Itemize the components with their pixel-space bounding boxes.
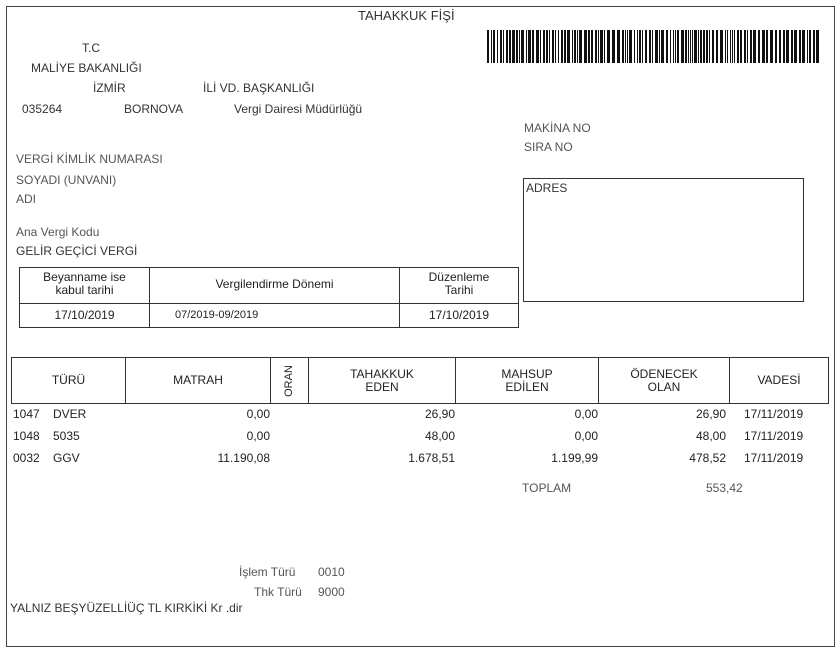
- thk-type-label: Thk Türü: [254, 585, 302, 599]
- machine-no-label: MAKİNA NO: [524, 121, 591, 135]
- table-row: [0, 429, 840, 447]
- row-payable: 26,90: [695, 407, 726, 421]
- row-due: 17/11/2019: [744, 451, 804, 465]
- total-label: TOPLAM: [522, 481, 572, 495]
- row-base: 11.190,08: [217, 451, 270, 465]
- name-label: ADI: [16, 192, 37, 206]
- due-header: VADESİ: [757, 373, 801, 387]
- office-type: Vergi Dairesi Müdürlüğü: [234, 102, 363, 116]
- rate-header: ORAN: [283, 364, 295, 397]
- document-title: TAHAKKUK FİŞİ: [358, 8, 455, 23]
- row-code: 1048: [13, 429, 40, 443]
- row-offset: 0,00: [574, 429, 598, 443]
- issue-date-header: Düzenleme Tarihi: [428, 270, 490, 297]
- acceptance-date-value: 17/10/2019: [54, 308, 115, 322]
- table-row: [0, 407, 840, 425]
- row-code: 1047: [13, 407, 40, 421]
- row-offset: 0,00: [574, 407, 598, 421]
- base-header: MATRAH: [173, 373, 223, 387]
- barcode: [487, 30, 820, 63]
- directorate-label: İLİ VD. BAŞKANLIĞI: [203, 81, 315, 95]
- row-offset: 1.199,99: [551, 451, 598, 465]
- row-accrued: 1.678,51: [408, 451, 455, 465]
- row-accrued: 48,00: [424, 429, 455, 443]
- amount-in-words: YALNIZ BEŞYÜZELLİÜÇ TL KIRKİKİ Kr .dir: [10, 601, 243, 615]
- table-row: [0, 451, 840, 469]
- row-type: GGV: [53, 451, 80, 465]
- period-header: Vergilendirme Dönemi: [215, 277, 334, 291]
- address-label: ADRES: [526, 181, 568, 195]
- row-payable: 478,52: [689, 451, 726, 465]
- address-box: [523, 178, 804, 302]
- period-value: 07/2019-09/2019: [175, 309, 259, 321]
- type-header: TÜRÜ: [51, 373, 86, 387]
- row-base: 0,00: [246, 407, 270, 421]
- issue-date-value: 17/10/2019: [428, 308, 490, 322]
- main-tax-name: GELİR GEÇİCİ VERGİ: [16, 244, 138, 258]
- office-code: 035264: [22, 102, 63, 116]
- main-table-header: [11, 357, 829, 404]
- accrued-header: TAHAKKUK EDEN: [350, 366, 414, 394]
- sequence-no-label: SIRA NO: [524, 140, 573, 154]
- row-due: 17/11/2019: [744, 429, 804, 443]
- row-payable: 48,00: [695, 429, 726, 443]
- period-table: [19, 267, 519, 328]
- city-label: İZMİR: [93, 81, 126, 95]
- row-type: 5035: [53, 429, 80, 443]
- offset-header: MAHSUP EDİLEN: [501, 366, 553, 394]
- row-accrued: 26,90: [424, 407, 455, 421]
- office-name: BORNOVA: [124, 102, 184, 116]
- row-due: 17/11/2019: [744, 407, 804, 421]
- tc-label: T.C: [82, 41, 100, 55]
- row-code: 0032: [13, 451, 40, 465]
- row-type: DVER: [53, 407, 87, 421]
- ministry-label: MALİYE BAKANLIĞI: [31, 61, 142, 75]
- row-base: 0,00: [246, 429, 270, 443]
- total-value: 553,42: [706, 481, 743, 495]
- surname-label: SOYADI (UNVANI): [16, 173, 117, 187]
- payable-header: ÖDENECEK OLAN: [630, 366, 698, 394]
- thk-type-value: 9000: [318, 585, 345, 599]
- vkn-label: VERGİ KİMLİK NUMARASI: [16, 152, 163, 166]
- process-type-label: İşlem Türü: [239, 565, 296, 579]
- acceptance-date-header: Beyanname ise kabul tarihi: [43, 270, 126, 297]
- main-tax-code-label: Ana Vergi Kodu: [16, 225, 100, 239]
- process-type-value: 0010: [318, 565, 345, 579]
